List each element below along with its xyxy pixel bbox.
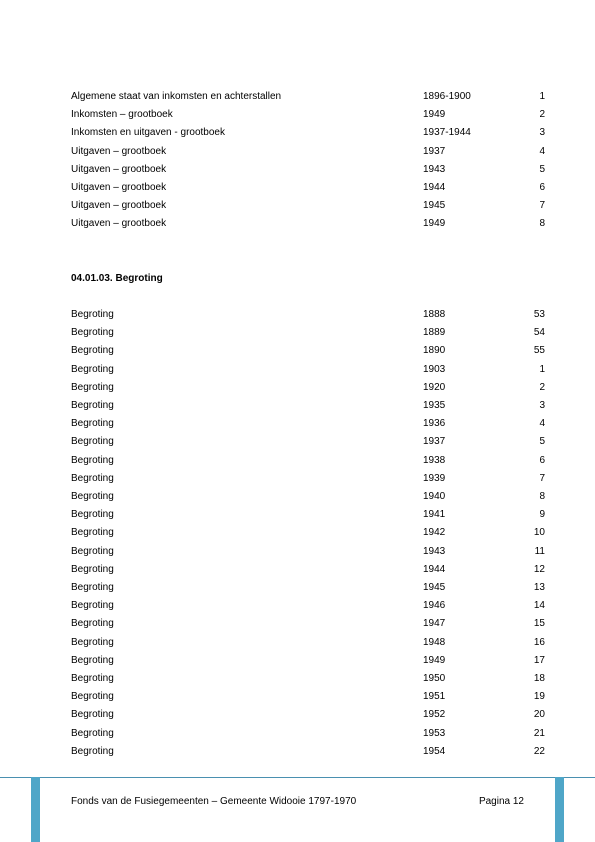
- page-number: Pagina 12: [478, 796, 524, 807]
- inventory-description: Begroting: [71, 563, 114, 575]
- footer-right-bar: [555, 777, 564, 842]
- inventory-row: [0, 525, 595, 541]
- inventory-number: 53: [533, 309, 545, 320]
- inventory-row: [0, 325, 595, 341]
- inventory-description: Uitgaven – grootboek: [71, 182, 167, 193]
- inventory-year: 1952: [423, 709, 446, 721]
- inventory-row: [0, 544, 595, 560]
- inventory-number: 16: [533, 636, 545, 648]
- inventory-description: Uitgaven – grootboek: [71, 145, 167, 157]
- inventory-year: 1888: [423, 309, 446, 320]
- inventory-description: Begroting: [71, 509, 114, 521]
- inventory-number: 6: [539, 182, 545, 193]
- inventory-number: 18: [533, 673, 545, 684]
- inventory-description: Begroting: [71, 491, 114, 502]
- inventory-row: [0, 616, 595, 632]
- inventory-description: Begroting: [71, 691, 114, 703]
- footer-title: Fonds van de Fusiegemeenten – Gemeente Widooie 1797-1970: [71, 796, 357, 807]
- inventory-row: [0, 416, 595, 432]
- inventory-row: [0, 107, 595, 123]
- inventory-description: Begroting: [71, 636, 114, 648]
- inventory-number: 17: [533, 654, 545, 666]
- inventory-number: 10: [533, 527, 545, 539]
- inventory-row: [0, 398, 595, 414]
- inventory-year: 1942: [423, 527, 446, 539]
- inventory-number: 2: [539, 109, 545, 121]
- inventory-description: Uitgaven – grootboek: [71, 163, 167, 175]
- inventory-row: [0, 162, 595, 178]
- inventory-number: 21: [533, 727, 545, 739]
- inventory-year: 1889: [423, 327, 446, 339]
- inventory-year: 1951: [423, 691, 446, 703]
- inventory-row: [0, 707, 595, 723]
- inventory-description: Begroting: [71, 527, 114, 539]
- inventory-row: [0, 635, 595, 651]
- inventory-description: Begroting: [71, 727, 114, 739]
- inventory-row: [0, 653, 595, 669]
- inventory-number: 5: [539, 436, 545, 448]
- inventory-number: 9: [539, 509, 545, 521]
- inventory-year: 1949: [423, 109, 446, 121]
- inventory-year: 1938: [423, 454, 446, 466]
- inventory-row: [0, 89, 595, 105]
- inventory-row: [0, 144, 595, 160]
- footer-left-bar: [31, 777, 40, 842]
- inventory-year: 1949: [423, 654, 446, 666]
- inventory-row: [0, 671, 595, 687]
- inventory-description: Algemene staat van inkomsten en achterstallen: [71, 91, 282, 102]
- inventory-row: [0, 198, 595, 214]
- inventory-number: 8: [539, 218, 545, 230]
- inventory-number: 15: [533, 618, 545, 630]
- inventory-year: 1946: [423, 600, 446, 612]
- inventory-number: 1: [539, 363, 545, 375]
- inventory-year: 1949: [423, 218, 446, 230]
- inventory-description: Begroting: [71, 654, 114, 666]
- inventory-description: Begroting: [71, 618, 114, 630]
- inventory-description: Begroting: [71, 709, 114, 721]
- inventory-year: 1943: [423, 545, 446, 557]
- inventory-row: [0, 453, 595, 469]
- inventory-year: 1937: [423, 436, 446, 448]
- inventory-year: 1954: [423, 745, 446, 757]
- inventory-year: 1948: [423, 636, 446, 648]
- inventory-description: Begroting: [71, 545, 114, 557]
- inventory-description: Begroting: [71, 472, 114, 484]
- inventory-row: [0, 180, 595, 196]
- inventory-row: [0, 489, 595, 505]
- inventory-number: 1: [539, 91, 545, 102]
- inventory-year: 1945: [423, 200, 446, 212]
- inventory-description: Begroting: [71, 745, 114, 757]
- inventory-row: [0, 343, 595, 359]
- inventory-year: 1941: [423, 509, 446, 521]
- inventory-description: Begroting: [71, 345, 114, 357]
- inventory-number: 7: [539, 200, 545, 212]
- inventory-row: [0, 434, 595, 450]
- inventory-description: Inkomsten en uitgaven - grootboek: [71, 127, 225, 139]
- inventory-description: Begroting: [71, 400, 114, 411]
- inventory-row: [0, 580, 595, 596]
- inventory-number: 4: [539, 418, 545, 430]
- inventory-year: 1920: [423, 381, 446, 393]
- inventory-row: [0, 362, 595, 378]
- inventory-row: [0, 507, 595, 523]
- inventory-year: 1943: [423, 163, 446, 175]
- inventory-number: 3: [539, 400, 545, 411]
- inventory-year: 1890: [423, 345, 446, 357]
- inventory-row: [0, 744, 595, 760]
- inventory-description: Begroting: [71, 582, 114, 593]
- inventory-description: Begroting: [71, 381, 114, 393]
- inventory-number: 13: [533, 582, 545, 593]
- inventory-year: 1947: [423, 618, 446, 630]
- inventory-year: 1903: [423, 363, 446, 375]
- inventory-number: 2: [539, 381, 545, 393]
- inventory-row: [0, 216, 595, 232]
- inventory-row: [0, 598, 595, 614]
- inventory-year: 1950: [423, 673, 446, 684]
- inventory-row: [0, 307, 595, 323]
- inventory-description: Inkomsten – grootboek: [71, 109, 173, 121]
- inventory-year: 1935: [423, 400, 446, 411]
- inventory-year: 1945: [423, 582, 446, 593]
- inventory-description: Begroting: [71, 309, 114, 320]
- inventory-number: 4: [539, 145, 545, 157]
- inventory-number: 55: [533, 345, 545, 357]
- inventory-number: 11: [534, 545, 545, 557]
- inventory-description: Begroting: [71, 363, 114, 375]
- inventory-row: [0, 726, 595, 742]
- inventory-year: 1940: [423, 491, 446, 502]
- inventory-number: 5: [539, 163, 545, 175]
- inventory-row: [0, 689, 595, 705]
- inventory-number: 20: [533, 709, 545, 721]
- inventory-description: Begroting: [71, 600, 114, 612]
- footer-divider: [0, 777, 595, 778]
- inventory-description: Begroting: [71, 436, 114, 448]
- inventory-description: Uitgaven – grootboek: [71, 200, 167, 212]
- inventory-row: [0, 125, 595, 141]
- inventory-year: 1937-1944: [423, 127, 471, 139]
- inventory-number: 22: [533, 745, 545, 757]
- inventory-number: 3: [539, 127, 545, 139]
- inventory-year: 1939: [423, 472, 446, 484]
- inventory-description: Begroting: [71, 327, 114, 339]
- inventory-row: [0, 471, 595, 487]
- inventory-year: 1936: [423, 418, 446, 430]
- inventory-year: 1937: [423, 145, 446, 157]
- inventory-number: 14: [533, 600, 545, 612]
- inventory-row: [0, 562, 595, 578]
- inventory-number: 8: [539, 491, 545, 502]
- inventory-description: Begroting: [71, 418, 114, 430]
- inventory-number: 54: [533, 327, 545, 339]
- inventory-year: 1896-1900: [423, 91, 471, 102]
- inventory-description: Begroting: [71, 454, 114, 466]
- inventory-year: 1953: [423, 727, 446, 739]
- inventory-number: 12: [533, 563, 545, 575]
- inventory-year: 1944: [423, 182, 446, 193]
- inventory-row: [0, 380, 595, 396]
- inventory-number: 19: [533, 691, 545, 703]
- inventory-year: 1944: [423, 563, 446, 575]
- inventory-number: 6: [539, 454, 545, 466]
- inventory-description: Begroting: [71, 673, 114, 684]
- inventory-number: 7: [539, 472, 545, 484]
- section-heading: 04.01.03. Begroting: [71, 273, 163, 284]
- inventory-description: Uitgaven – grootboek: [71, 218, 167, 230]
